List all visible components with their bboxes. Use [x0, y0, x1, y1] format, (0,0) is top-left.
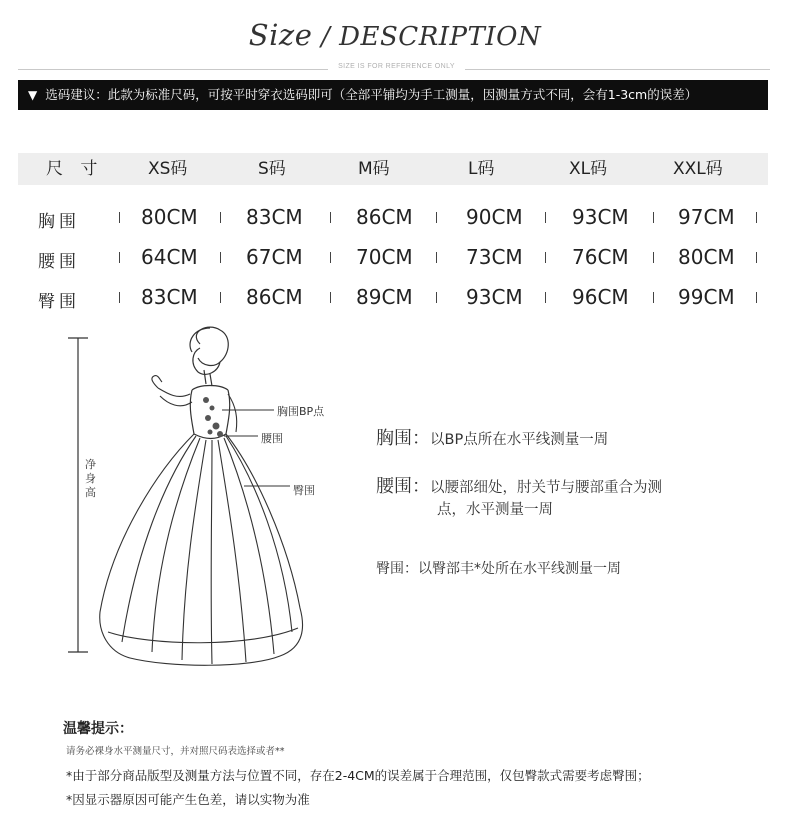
row-label-waist: 腰围	[38, 252, 80, 272]
row-separator	[436, 212, 437, 223]
height-label-char: 高	[85, 486, 96, 499]
row-separator	[330, 252, 331, 263]
row-separator	[653, 292, 654, 303]
row-separator	[653, 212, 654, 223]
row-separator	[756, 212, 757, 223]
bust-xxl: 97CM	[678, 205, 735, 229]
hip-xs: 83CM	[141, 285, 198, 309]
desc-bust-text: 以BP点所在水平线测量一周	[430, 432, 609, 448]
title-size-word: Size	[248, 18, 313, 52]
size-col-s: S码	[258, 159, 286, 179]
row-label-bust: 胸围	[38, 212, 80, 232]
bust-xl: 93CM	[572, 205, 629, 229]
subtitle-divider-right	[465, 69, 770, 70]
row-separator	[436, 292, 437, 303]
waist-m: 70CM	[356, 245, 413, 269]
subtitle-divider-left	[18, 69, 328, 70]
hip-xxl: 99CM	[678, 285, 735, 309]
bust-m: 86CM	[356, 205, 413, 229]
row-separator	[545, 212, 546, 223]
waist-xs: 64CM	[141, 245, 198, 269]
row-separator	[330, 212, 331, 223]
row-label-hip: 臀围	[38, 292, 80, 312]
hip-xl: 96CM	[572, 285, 629, 309]
lace-detail	[203, 397, 223, 437]
size-col-xxl: XXL码	[673, 159, 723, 179]
title-description-word: / DESCRIPTION	[312, 22, 542, 52]
figure-label-hip: 臀围	[293, 484, 315, 497]
waist-xl: 76CM	[572, 245, 629, 269]
row-separator	[756, 292, 757, 303]
hip-l: 93CM	[466, 285, 523, 309]
figure-arms	[152, 376, 237, 432]
size-col-xl: XL码	[569, 159, 608, 179]
height-label	[85, 458, 96, 500]
hip-s: 86CM	[246, 285, 303, 309]
tips-color-note: *因显示器原因可能产生色差，请以实物为准	[66, 792, 310, 807]
desc-hip	[376, 558, 621, 578]
size-col-xs: XS码	[148, 159, 188, 179]
figure-label-waist: 腰围	[261, 432, 283, 445]
height-label-char: 身	[85, 472, 96, 485]
row-separator	[545, 252, 546, 263]
waist-l: 73CM	[466, 245, 523, 269]
row-separator	[119, 292, 120, 303]
bust-s: 83CM	[246, 205, 303, 229]
row-separator	[220, 292, 221, 303]
size-col-m: M码	[358, 159, 390, 179]
row-separator	[653, 252, 654, 263]
row-separator	[119, 252, 120, 263]
size-advice-text: 选码建议：此款为标准尺码，可按平时穿衣选码即可（全部平铺均为手工测量，因测量方式不同，会有1-3cm的误差）	[45, 87, 698, 102]
desc-waist-key: 腰围：	[376, 476, 430, 497]
desc-waist-text-1: 以腰部细处，肘关节与腰部重合为测	[430, 480, 662, 496]
desc-waist-text-2: 点，水平测量一周	[437, 502, 553, 518]
desc-bust	[376, 424, 608, 450]
size-advice-banner	[18, 80, 768, 110]
row-separator	[436, 252, 437, 263]
tips-tolerance-note: *由于部分商品版型及测量方法与位置不同，存在2-4CM的误差属于合理范围，仅包臀款式需要考虑臀围；	[66, 768, 650, 783]
row-separator	[545, 292, 546, 303]
desc-waist	[376, 472, 662, 498]
bust-xs: 80CM	[141, 205, 198, 229]
row-separator	[756, 252, 757, 263]
measure-lines	[222, 410, 290, 486]
size-table-header	[18, 153, 768, 185]
row-separator	[119, 212, 120, 223]
row-separator	[220, 252, 221, 263]
hip-m: 89CM	[356, 285, 413, 309]
figure-label-bust: 胸围BP点	[277, 405, 325, 418]
desc-hip-text: 以臀部丰*处所在水平线测量一周	[418, 561, 621, 577]
size-col-l: L码	[468, 159, 495, 179]
triangle-down-icon: ▼	[28, 88, 38, 102]
height-label-char: 净	[85, 458, 96, 471]
desc-bust-key: 胸围：	[376, 428, 430, 449]
tips-title: 温馨提示：	[63, 721, 133, 737]
page-title	[0, 18, 790, 52]
waist-s: 67CM	[246, 245, 303, 269]
gown-illustration	[60, 322, 360, 672]
bust-l: 90CM	[466, 205, 523, 229]
figure-head	[190, 327, 228, 386]
desc-hip-key: 臀围：	[376, 561, 418, 577]
row-separator	[330, 292, 331, 303]
page-subtitle: SIZE IS FOR REFERENCE ONLY	[338, 63, 455, 70]
tips-measure-note: 请务必裸身水平测量尺寸，并对照尺码表选择或者**	[66, 746, 285, 757]
figure-skirt	[100, 434, 303, 665]
size-header-label: 尺 寸	[46, 159, 104, 179]
row-separator	[220, 212, 221, 223]
waist-xxl: 80CM	[678, 245, 735, 269]
